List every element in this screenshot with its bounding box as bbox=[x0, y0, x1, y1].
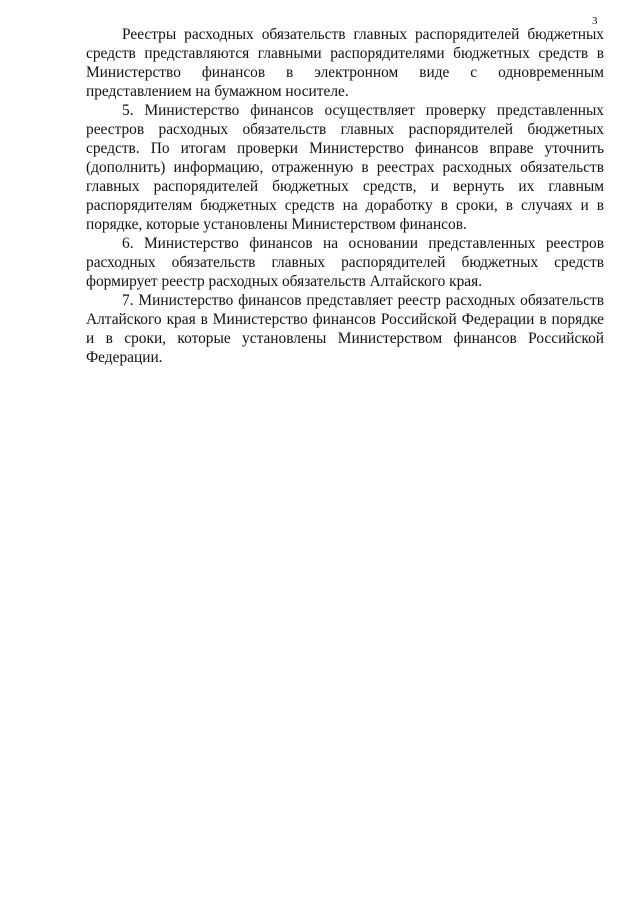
paragraph-7-submission: 7. Министерство финансов представляет реестр расходных обязательств Алтайского края в Министерство финансов Российской Федерации в порядке и в сроки, которые установлены Министерством финансов Российской Федерации. bbox=[86, 292, 604, 366]
paragraph-6-formation: 6. Министерство финансов на основании представленных реестров расходных обязательств главных распорядителей бюджетных средств формирует реестр расходных обязательств Алтайского края. bbox=[86, 235, 604, 290]
paragraph-registers-submission: Реестры расходных обязательств главных распорядителей бюджетных средств представляются главными распорядителями бюджетных средств в Министерство финансов в электронном виде с одновременным представлением на бумажном носителе. bbox=[86, 26, 604, 100]
document-body bbox=[86, 25, 604, 367]
paragraph-5-verification: 5. Министерство финансов осуществляет проверку представленных реестров расходных обязательств главных распорядителей бюджетных средств. По итогам проверки Министерство финансов вправе уточнить (дополнить) информацию, отраженную в реестрах расходных обязательств главных распорядителей бюджетных средств, и вернуть их главным распорядителям бюджетных средств на доработку в сроки, в случаях и в порядке, которые установлены Министерством финансов. bbox=[86, 102, 604, 233]
page-number: 3 bbox=[592, 15, 598, 27]
